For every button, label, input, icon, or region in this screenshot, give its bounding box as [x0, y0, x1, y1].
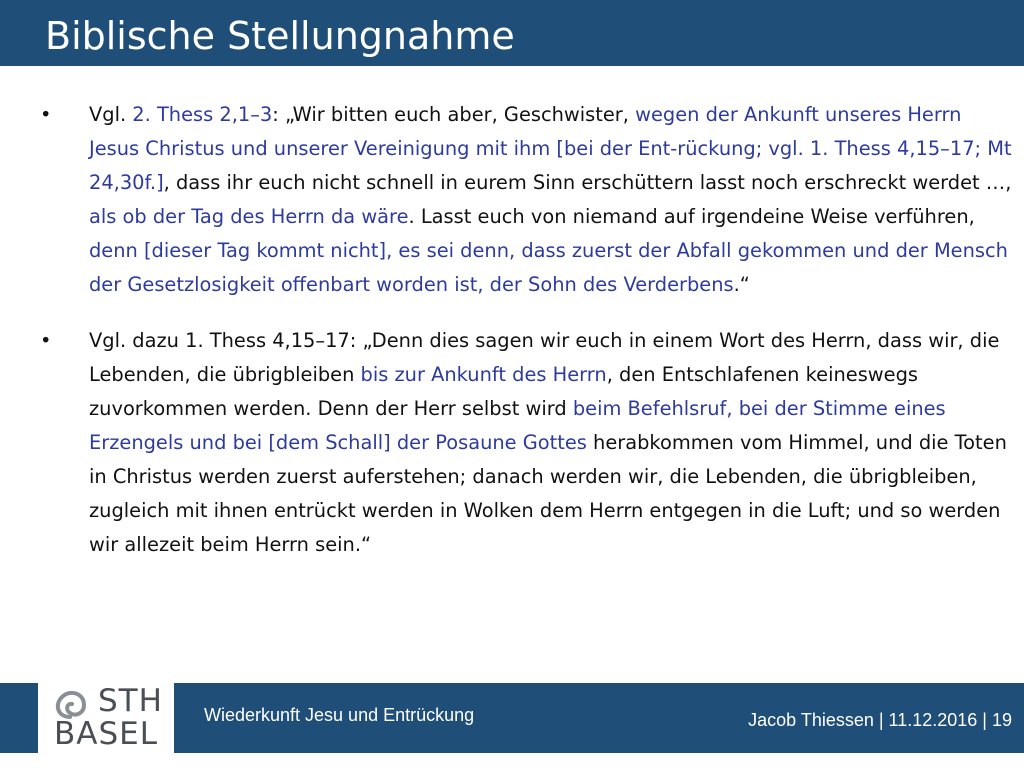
highlight-segment: als ob der Tag des Herrn da wäre [89, 205, 409, 228]
logo-text-sth: STH [98, 683, 163, 719]
bullet-text [89, 329, 1007, 556]
footer-author-date-page: Jacob Thiessen | 11.12.2016 | 19 [748, 710, 1012, 730]
footer-topic: Wiederkunft Jesu und Entrückung [204, 705, 475, 725]
bullet-text [89, 103, 1012, 296]
text-segment: , dass ihr euch nicht schnell in eurem Sinn erschüttern lasst noch erschreckt werdet …, [163, 171, 1012, 194]
bullet-dot: • [40, 103, 52, 126]
slide-title: Biblische Stellungnahme [45, 14, 515, 58]
highlight-segment: wegen der Ankunft unseres Herrn Jesus Christus und unserer Vereinigung mit ihm [bei der Ent-rückung; vgl. 1. Thess 4,15–17; Mt 24,30f.] [89, 103, 1012, 194]
title-bar [0, 0, 1024, 66]
text-segment: Vgl. [89, 103, 133, 126]
text-segment: Vgl. dazu 1. Thess 4,15–17: „Denn dies sagen wir euch in einem Wort des Herrn, dass wir, die Lebenden, die übrigbleiben [89, 329, 1000, 386]
text-segment: . Lasst euch von niemand auf irgendeine Weise verführen, [408, 205, 975, 228]
text-segment: , den Entschlafenen keineswegs zuvorkommen werden. Denn der Herr selbst wird [89, 363, 918, 420]
highlight-segment: 2. Thess 2,1–3 [132, 103, 273, 126]
bullet-item [40, 98, 1015, 302]
bullet-item [40, 324, 1015, 562]
sth-basel-logo [38, 683, 174, 753]
bullet-dot: • [40, 329, 52, 352]
highlight-segment: denn [dieser Tag kommt nicht], es sei denn, dass zuerst der Abfall gekommen und der Mensch der Gesetzlosigkeit offenbart worden ist, der Sohn des Verderbens [89, 239, 1008, 296]
text-segment: herabkommen vom Himmel, und die Toten in Christus werden zuerst auferstehen; danach werden wir, die Lebenden, die übrigbleiben, zugleich mit ihnen entrückt werden in Wolken dem Herrn entgegen in die Luft; und so werden wir allezeit beim Herrn sein.“ [89, 431, 1007, 556]
text-segment: : „Wir bitten euch aber, Geschwister, [272, 103, 636, 126]
slide-content [40, 98, 1015, 562]
text-segment: .“ [733, 273, 750, 296]
highlight-segment: beim Befehlsruf, bei der Stimme eines Erzengels und bei [dem Schall] der Posaune Gottes [89, 397, 946, 454]
highlight-segment: bis zur Ankunft des Herrn [360, 363, 607, 386]
logo-text-basel: BASEL [54, 716, 159, 752]
